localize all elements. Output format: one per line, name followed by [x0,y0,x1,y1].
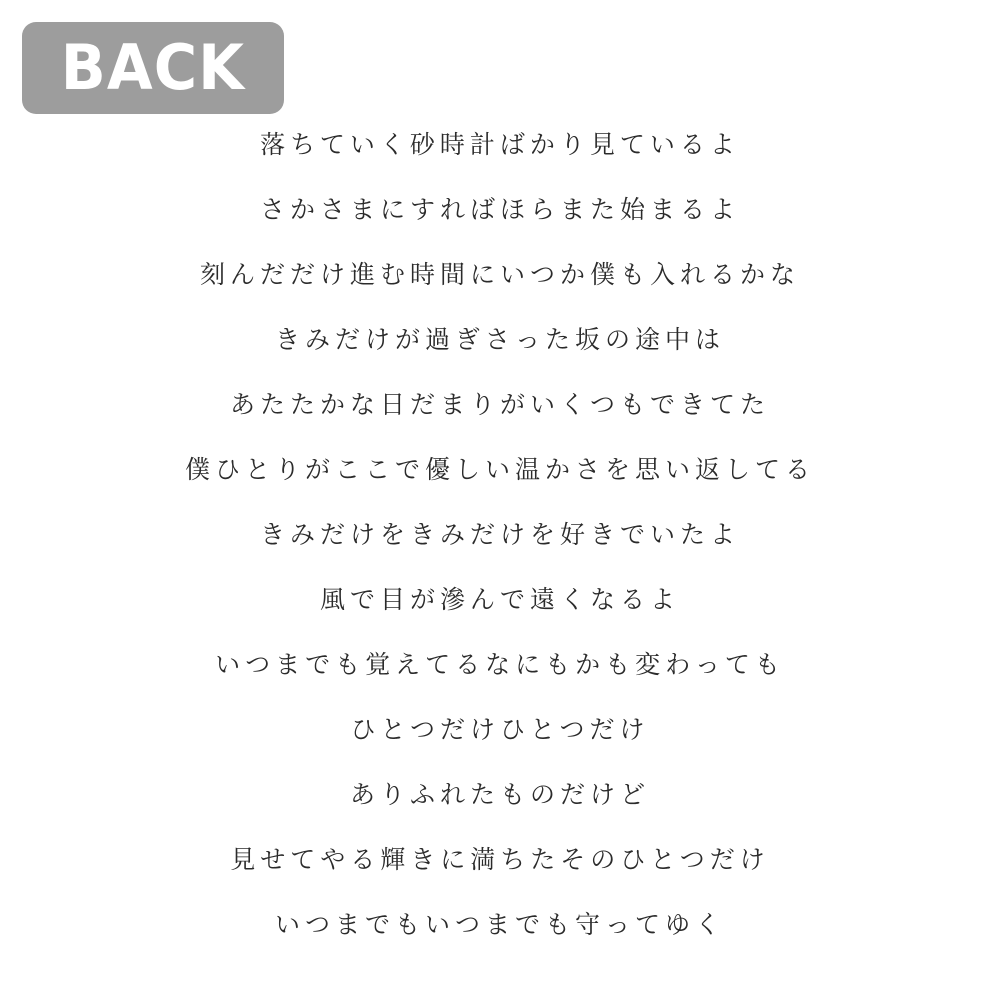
lyric-line: ありふれたものだけど [349,780,650,809]
lyric-line: 落ちていく砂時計ばかり見ているよ [260,130,740,159]
lyric-line: きみだけが過ぎさった坂の途中は [274,325,725,354]
back-button[interactable] [22,22,284,114]
lyric-line: いつまでも覚えてるなにもかも変わっても [215,650,785,679]
lyric-line: いつまでもいつまでも守ってゆく [274,910,725,939]
lyric-line: 刻んだだけ進む時間にいつか僕も入れるかな [199,260,800,289]
lyric-line: 風で目が滲んで遠くなるよ [319,585,680,614]
lyric-line: あたたかな日だまりがいくつもできてた [229,390,770,419]
back-button-label: BACK [60,31,246,104]
lyric-line: 僕ひとりがここで優しい温かさを思い返してる [184,455,815,484]
lyric-line: きみだけをきみだけを好きでいたよ [259,520,740,549]
lyric-line: ひとつだけひとつだけ [350,715,650,744]
lyrics-container [0,112,1000,957]
lyric-line: 見せてやる輝きに満ちたそのひとつだけ [230,845,770,874]
lyric-line: さかさまにすればほらまた始まるよ [259,195,740,224]
